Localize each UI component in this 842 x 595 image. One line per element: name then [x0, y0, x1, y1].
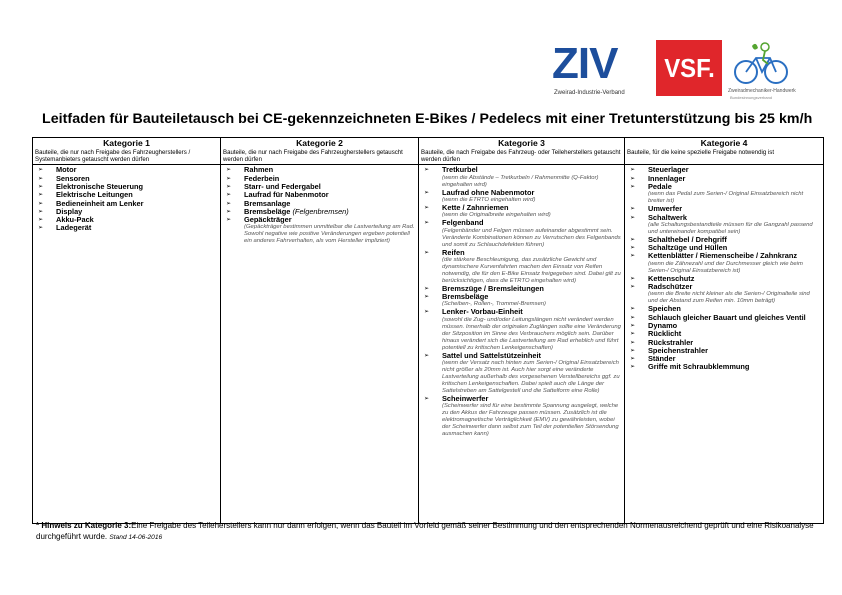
bicycle-icon — [732, 40, 790, 86]
list-item — [628, 183, 820, 205]
item-label: Pedale — [648, 182, 672, 191]
arrow-bullet-icon: ➢ — [630, 175, 636, 182]
footer-stand: Stand 14-06-2016 — [109, 534, 163, 541]
arrow-bullet-icon: ➢ — [226, 175, 232, 182]
category-table — [32, 137, 824, 524]
item-label: Ständer — [648, 354, 676, 364]
item-label: Elektronische Steuerung — [56, 182, 144, 191]
item-label: Bremsbeläge — [442, 292, 489, 302]
item-label: Kettenschutz — [648, 273, 695, 283]
item-label: Bremsanlage — [244, 198, 291, 208]
arrow-bullet-icon: ➢ — [630, 253, 636, 260]
arrow-bullet-icon: ➢ — [38, 217, 44, 224]
arrow-bullet-icon: ➢ — [38, 192, 44, 199]
list-item — [628, 283, 820, 305]
arrow-bullet-icon: ➢ — [630, 206, 636, 213]
item-note: (alle Schaltungsbestandteile müssen für die Gangzahl passend und untereinander kompatibel sein) — [648, 221, 813, 235]
category-description: Bauteile, die nach Freigabe des Fahrzeug- oder Teileherstellers getauscht werden dürfen — [421, 149, 621, 164]
arrow-bullet-icon: ➢ — [630, 275, 636, 282]
arrow-bullet-icon: ➢ — [424, 285, 430, 292]
item-label: Rahmen — [244, 165, 274, 175]
footer-text: Eine Freigabe des Teileherstellers kann nur dann erfolgen, wenn das Bauteil im Vorfeld gemäß seiner Bestimmung und den entsprechenden Normenausreichend geprüft und eine Risikoanalyse durchgeführt wurde. — [36, 521, 814, 541]
arrow-bullet-icon: ➢ — [38, 225, 44, 232]
arrow-bullet-icon: ➢ — [424, 249, 430, 256]
component-list — [628, 166, 820, 371]
arrow-bullet-icon: ➢ — [630, 184, 636, 190]
item-label: Kettenblätter / Riemenscheibe / Zahnkranz — [648, 251, 798, 261]
list-item — [422, 249, 621, 285]
page-title: Leitfaden für Bauteiletausch bei CE-gekennzeichneten E-Bikes / Pedelecs mit einer Tretunterstützung bis 25 km/h — [42, 111, 813, 127]
arrow-bullet-icon: ➢ — [226, 192, 232, 199]
item-label: Dynamo — [648, 320, 678, 330]
ziv-logo — [552, 40, 650, 104]
category-header-1 — [33, 138, 221, 165]
arrow-bullet-icon: ➢ — [424, 352, 430, 359]
item-label: Elektrische Leitungen — [56, 190, 133, 200]
list-item — [422, 189, 621, 204]
arrow-bullet-icon: ➢ — [38, 175, 44, 182]
arrow-bullet-icon: ➢ — [38, 184, 44, 190]
ziv-logo-subtitle: Zweirad-Industrie-Verband — [554, 90, 625, 96]
category-cell-4 — [625, 165, 824, 524]
category-title: Kategorie 4 — [700, 138, 748, 148]
list-item — [422, 293, 621, 308]
item-label: Schalthebel / Drehgriff — [648, 234, 727, 244]
arrow-bullet-icon: ➢ — [630, 364, 636, 371]
arrow-bullet-icon: ➢ — [38, 208, 44, 215]
list-item — [628, 214, 820, 236]
arrow-bullet-icon: ➢ — [226, 167, 232, 174]
list-item — [422, 204, 621, 219]
item-note: (wenn die Breite nicht kleiner als die Serien-/ Originalteile sind und der Abstand zum Reifen min. 10mm beträgt) — [648, 291, 810, 305]
category-description: Bauteile, die nur nach Freigabe des Fahrzeugherstellers / Systemanbieters getauscht werden dürfen — [35, 149, 191, 164]
arrow-bullet-icon: ➢ — [630, 306, 636, 313]
item-note: (Scheinwerfer sind für eine bestimmte Spannung ausgelegt, welche zu den Akkus der Fahrzeuge passen müssen. Zusätzlich ist die elektromagnetische Verträglichkeit (EMV) zu gewährleisten, wobei der Scheinwerfer dann selbst zum Teil der potentiellen Störsendung ausmachen kann) — [442, 403, 619, 438]
component-list — [422, 166, 621, 438]
arrow-bullet-icon: ➢ — [38, 167, 44, 174]
item-label: Gepäckträger — [244, 215, 292, 225]
item-note: (Gepäckträger bestimmen unmittelbar die Lastverteilung am Rad. Sowohl negative wie positive Veränderungen ergeben potentiell ein anderes Fahrverhalten, als vom Hersteller impliziert) — [244, 224, 415, 245]
vsf-logo-text: VSF. — [663, 52, 715, 83]
item-note: (die stärkere Beschleunigung, das zusätzliche Gewicht und dynamischere Kurvenfahrten machen den Einsatz von Reifen notwendig, die für den E-Bike Einsatz freigegeben sind. Dabei gilt zu berücksichtigen, dass die ETRTO eingehalten wird) — [442, 256, 621, 284]
item-label: Innenlager — [648, 173, 686, 183]
list-item — [422, 308, 621, 351]
vsf-logo — [656, 40, 722, 96]
arrow-bullet-icon: ➢ — [424, 396, 430, 403]
list-item — [36, 224, 217, 232]
ziv-logo-text: ZIV — [552, 39, 618, 88]
arrow-bullet-icon: ➢ — [630, 214, 636, 221]
item-label: Rückstrahler — [648, 337, 694, 347]
category-description: Bauteile, für die keine spezielle Freigabe notwendig ist — [627, 149, 775, 156]
item-note: (wenn das Pedal zum Serien-/ Original Einsatzbereich nicht breiter ist) — [648, 191, 804, 205]
arrow-bullet-icon: ➢ — [424, 294, 430, 301]
item-note: (wenn die Zähnezahl und der Durchmesser gleich wie beim Serien-/ Original Einsatzbereich ist) — [648, 260, 803, 274]
arrow-bullet-icon: ➢ — [630, 356, 636, 363]
category-description: Bauteile, die nur nach Freigabe des Fahrzeugherstellers getauscht werden dürfen — [223, 149, 403, 164]
item-label-suffix: (Felgenbremsen) — [290, 206, 349, 216]
list-item — [422, 219, 621, 248]
component-list — [224, 166, 415, 245]
item-label: Bedieneinheit am Lenker — [56, 198, 144, 208]
item-label: Sattel und Sattelstützeinheit — [442, 350, 541, 360]
arrow-bullet-icon: ➢ — [424, 167, 430, 174]
item-note: (sowohl die Zug- und/oder Leitungslängen nicht verändert werden müssen. Innerhalb der originalen Zuglängen sollte eine Veränderung der Sitzposition im Sinne des Verbrauchers möglich sein. Darüber hinaus verändert sich die Lastverteilung am Rad erheblich und führt potentiell zu kritischen Lenkeigenschaften) — [442, 316, 621, 351]
arrow-bullet-icon: ➢ — [630, 167, 636, 174]
item-note: (wenn die ETRTO eingehalten wird) — [442, 197, 536, 203]
arrow-bullet-icon: ➢ — [424, 189, 430, 196]
item-label: Speichen — [648, 304, 681, 314]
item-label: Sensoren — [56, 173, 90, 183]
category-body-row — [33, 165, 824, 524]
category-cell-1 — [33, 165, 221, 524]
arrow-bullet-icon: ➢ — [226, 217, 232, 224]
arrow-bullet-icon: ➢ — [226, 200, 232, 207]
logo-group — [552, 40, 794, 104]
component-list — [36, 166, 217, 232]
item-label: Felgenband — [442, 218, 484, 228]
arrow-bullet-icon: ➢ — [630, 245, 636, 252]
item-label: Starr- und Federgabel — [244, 182, 321, 191]
arrow-bullet-icon: ➢ — [630, 331, 636, 338]
list-item — [224, 216, 415, 245]
list-item — [422, 352, 621, 395]
item-label: Bremszüge / Bremsleitungen — [442, 283, 544, 293]
category-header-row — [33, 138, 824, 165]
item-label: Lenker- Vorbau-Einheit — [442, 307, 523, 317]
item-label: Reifen — [442, 247, 465, 257]
list-item — [422, 166, 621, 188]
arrow-bullet-icon: ➢ — [226, 184, 232, 190]
arrow-bullet-icon: ➢ — [630, 339, 636, 346]
item-label: Schlauch gleicher Bauart und gleiches Ventil — [648, 312, 806, 322]
category-header-2 — [221, 138, 419, 165]
item-label: Motor — [56, 165, 77, 175]
category-title: Kategorie 1 — [103, 138, 150, 148]
arrow-bullet-icon: ➢ — [630, 236, 636, 243]
footer-lead: * Hinweis zu Kategorie 3: — [36, 521, 132, 530]
category-header-4 — [625, 138, 824, 165]
item-note: (Scheiben-, Rollen-, Trommel-Bremsen) — [442, 301, 546, 308]
list-item — [628, 363, 820, 371]
zweiradmechaniker-logo — [728, 40, 794, 104]
arrow-bullet-icon: ➢ — [226, 208, 232, 215]
item-label: Scheinwerfer — [442, 394, 489, 404]
arrow-bullet-icon: ➢ — [630, 322, 636, 329]
item-label: Speichenstrahler — [648, 345, 708, 355]
item-label: Steuerlager — [648, 165, 689, 175]
list-item — [422, 395, 621, 438]
list-item — [628, 252, 820, 274]
arrow-bullet-icon: ➢ — [38, 200, 44, 207]
arrow-bullet-icon: ➢ — [424, 220, 430, 227]
item-label: Schaltwerk — [648, 212, 688, 222]
item-label: Rücklicht — [648, 329, 682, 339]
footer-note — [36, 520, 816, 543]
item-label: Ladegerät — [56, 223, 92, 233]
item-label: Laufrad ohne Nabenmotor — [442, 187, 535, 197]
item-note: (Felgenbänder und Felgen müssen aufeinander abgestimmt sein. Veränderte Kombinationen können zu Verrutschen des Felgenbands und somit zu Schlauchdefekten führen) — [442, 227, 621, 248]
item-note: (wenn der Versatz nach hinten zum Serien-/ Original Einsatzbereich nicht größer als 20mm ist. Auch hier sorgt eine veränderte Lastverteilung außerhalb des vorgesehenen Verstellbereichs ggf. zu kritischen Lenkeigenschaften. Dabei spielt auch die Länge der Sattelstreben am Sattelgestell und die Sattelform eine Rolle) — [442, 360, 620, 395]
item-label: Akku-Pack — [56, 215, 94, 225]
arrow-bullet-icon: ➢ — [630, 284, 636, 291]
item-label: Bremsbeläge — [244, 206, 291, 216]
item-note: (wenn die Abstände – Tretkurbeln / Rahmenmitte (Q-Faktor) eingehalten wird) — [442, 174, 599, 188]
category-title: Kategorie 3 — [498, 138, 545, 148]
category-cell-2 — [221, 165, 419, 524]
item-label: Umwerfer — [648, 204, 683, 214]
zweiradmechaniker-logo-text: Zweiradmechaniker-Handwerk — [728, 88, 796, 94]
item-label: Display — [56, 206, 83, 216]
category-title: Kategorie 2 — [296, 138, 343, 148]
zweiradmechaniker-logo-subtext: Bundesinnungsverband — [730, 95, 773, 100]
category-cell-3 — [419, 165, 625, 524]
arrow-bullet-icon: ➢ — [424, 309, 430, 316]
item-label: Federbein — [244, 173, 280, 183]
item-label: Tretkurbel — [442, 165, 478, 175]
item-label: Radschützer — [648, 282, 693, 292]
item-label: Griffe mit Schraubklemmung — [648, 362, 750, 372]
item-label: Kette / Zahnriemen — [442, 203, 509, 212]
item-label: Laufrad für Nabenmotor — [244, 190, 329, 200]
arrow-bullet-icon: ➢ — [424, 205, 430, 211]
item-label: Schaltzüge und Hüllen — [648, 243, 728, 253]
arrow-bullet-icon: ➢ — [630, 314, 636, 321]
arrow-bullet-icon: ➢ — [630, 347, 636, 354]
category-header-3 — [419, 138, 625, 165]
item-note: (wenn die Originalbreite eingehalten wird) — [442, 212, 551, 219]
